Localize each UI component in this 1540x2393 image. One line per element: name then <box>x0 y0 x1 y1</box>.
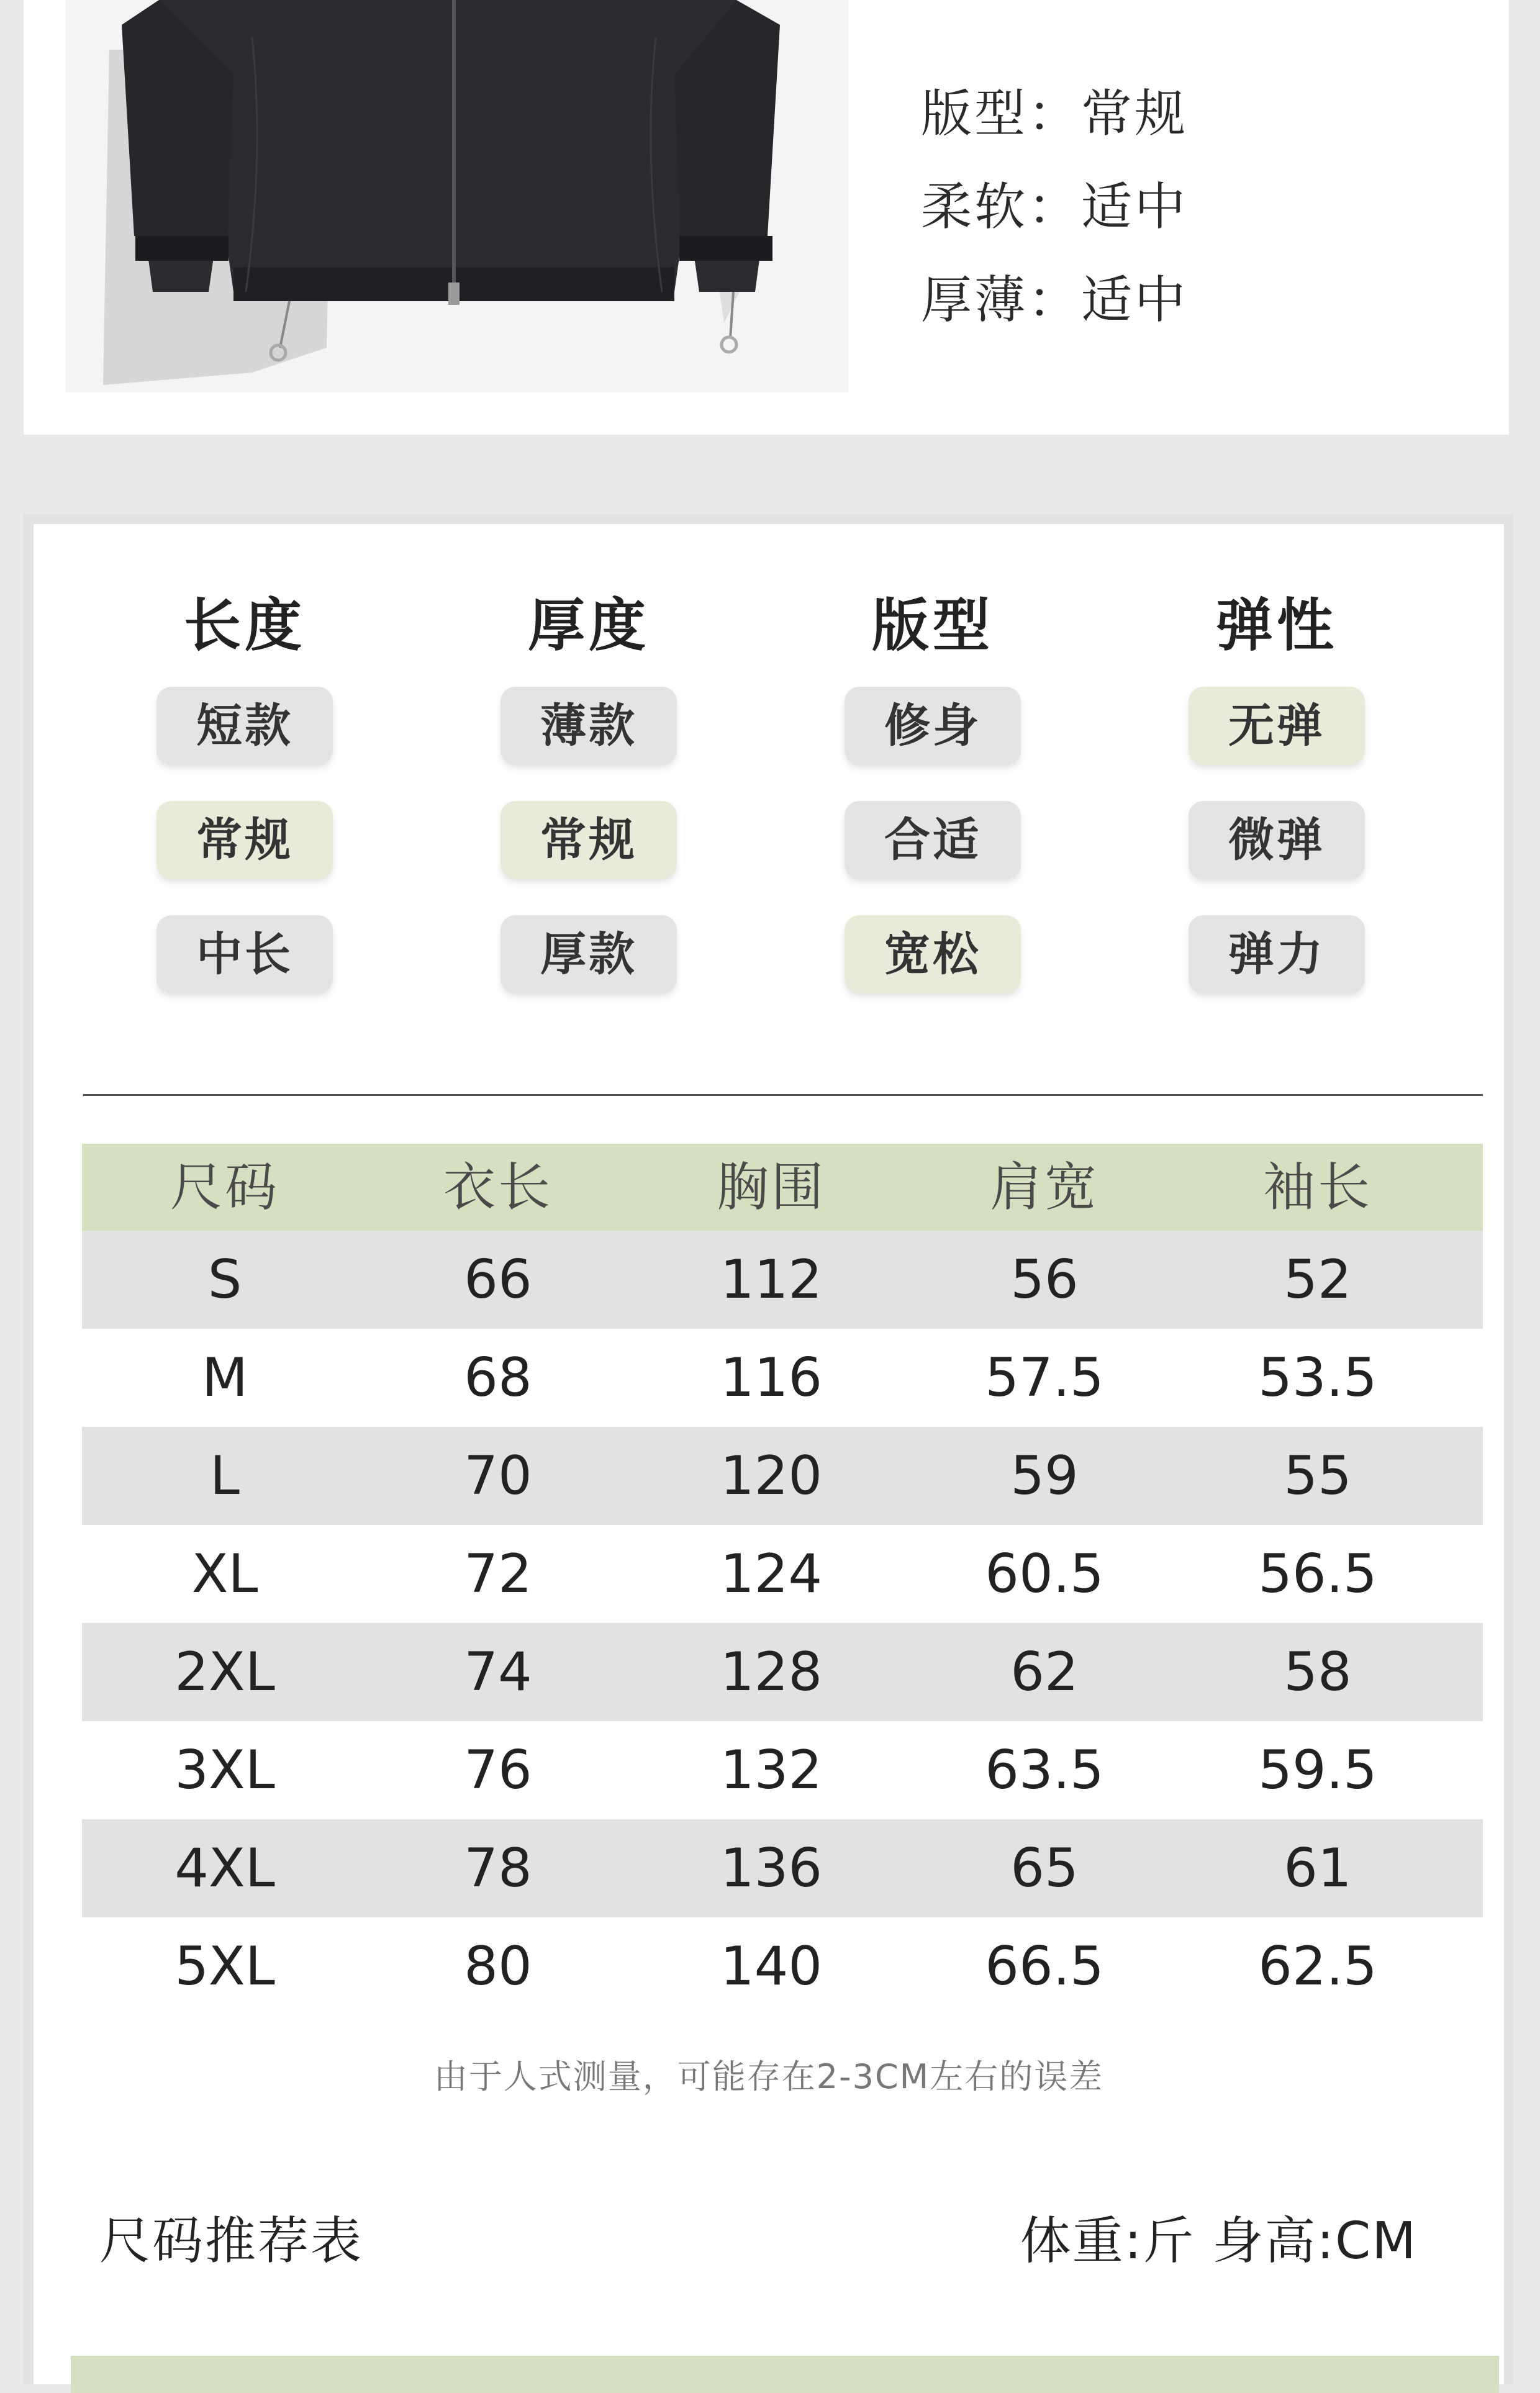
table-cell: 2XL <box>174 1641 275 1703</box>
pill-option-selected: 宽松 <box>845 915 1021 993</box>
table-cell: XL <box>191 1543 258 1605</box>
table-row <box>82 1819 1483 1917</box>
recommendation-title: 尺码推荐表 <box>99 2212 364 2271</box>
attr-thickness-label: 厚薄： <box>921 271 1082 330</box>
attr-fit-label: 版型： <box>921 84 1082 143</box>
pill-option-selected: 常规 <box>500 801 677 879</box>
table-cell: 62.5 <box>1258 1935 1377 1997</box>
feature-title: 版型 <box>871 592 994 659</box>
table-row <box>82 1917 1483 2015</box>
pill-option: 合适 <box>845 801 1021 879</box>
table-cell: 59 <box>1010 1445 1079 1507</box>
table-cell: M <box>201 1347 248 1409</box>
table-cell: 78 <box>464 1837 532 1899</box>
table-cell: 61 <box>1284 1837 1352 1899</box>
recommendation-units: 体重:斤 身高:CM <box>1020 2212 1417 2271</box>
measurement-note: 由于人式测量，可能存在2-3CM左右的误差 <box>433 2057 1104 2096</box>
header-cell: 肩宽 <box>989 1157 1099 1218</box>
pill-option: 薄款 <box>500 687 677 765</box>
table-cell: 56 <box>1010 1249 1079 1311</box>
table-cell: 76 <box>464 1739 532 1801</box>
table-cell: 4XL <box>174 1837 275 1899</box>
pill-option: 弹力 <box>1189 915 1365 993</box>
jacket-photo <box>66 0 848 392</box>
table-cell: 53.5 <box>1258 1347 1377 1409</box>
feature-title: 长度 <box>183 592 306 659</box>
header-cell: 尺码 <box>170 1157 279 1218</box>
table-cell: 132 <box>720 1739 823 1801</box>
table-cell: 128 <box>720 1641 823 1703</box>
header-cell: 袖长 <box>1262 1157 1372 1218</box>
table-cell: 5XL <box>174 1935 275 1997</box>
table-cell: 59.5 <box>1258 1739 1377 1801</box>
section-divider <box>83 1094 1483 1096</box>
header-cell: 衣长 <box>443 1157 553 1218</box>
feature-title: 厚度 <box>527 592 650 659</box>
table-cell: S <box>207 1249 242 1311</box>
pill-option-selected: 常规 <box>156 801 333 879</box>
size-table <box>82 1144 1483 2015</box>
table-row <box>82 1329 1483 1427</box>
table-cell: 136 <box>720 1837 823 1899</box>
header-cell: 胸围 <box>716 1157 826 1218</box>
attr-thickness-value: 适中 <box>1081 271 1189 330</box>
table-cell: 74 <box>464 1641 532 1703</box>
table-row <box>82 1427 1483 1525</box>
table-cell: 120 <box>720 1445 823 1507</box>
attr-thickness <box>921 260 1188 332</box>
table-cell: 80 <box>464 1935 532 1997</box>
table-row <box>82 1721 1483 1819</box>
table-cell: 3XL <box>174 1739 275 1801</box>
table-cell: 68 <box>464 1347 532 1409</box>
attr-softness-label: 柔软： <box>921 178 1082 237</box>
table-cell: 66.5 <box>985 1935 1104 1997</box>
pill-option: 微弹 <box>1189 801 1365 879</box>
table-cell: 72 <box>464 1543 532 1605</box>
table-cell: 52 <box>1284 1249 1352 1311</box>
table-cell: 116 <box>720 1347 823 1409</box>
table-row <box>82 1623 1483 1721</box>
pill-option: 中长 <box>156 915 333 993</box>
table-row <box>82 1525 1483 1623</box>
attr-softness-value: 适中 <box>1081 178 1189 237</box>
pill-option: 修身 <box>845 687 1021 765</box>
table-cell: 58 <box>1284 1641 1352 1703</box>
attr-fit <box>921 73 1188 146</box>
attr-softness <box>921 166 1188 239</box>
size-info-card <box>24 514 1514 2384</box>
pill-option: 短款 <box>156 687 333 765</box>
attr-fit-value: 常规 <box>1081 84 1189 143</box>
table-cell: 140 <box>720 1935 823 1997</box>
table-cell: 124 <box>720 1543 823 1605</box>
recommendation-header-bar <box>71 2356 1499 2393</box>
product-card <box>24 0 1509 435</box>
table-cell: 112 <box>720 1249 823 1311</box>
table-cell: 57.5 <box>985 1347 1104 1409</box>
table-cell: 60.5 <box>985 1543 1104 1605</box>
table-row <box>82 1231 1483 1329</box>
table-cell: 63.5 <box>985 1739 1104 1801</box>
table-cell: 66 <box>464 1249 532 1311</box>
pill-option-selected: 无弹 <box>1189 687 1365 765</box>
table-cell: 65 <box>1010 1837 1079 1899</box>
table-cell: 55 <box>1284 1445 1352 1507</box>
table-cell: 56.5 <box>1258 1543 1377 1605</box>
pill-option: 厚款 <box>500 915 677 993</box>
table-cell: L <box>210 1445 240 1507</box>
table-cell: 62 <box>1010 1641 1079 1703</box>
table-header-row <box>82 1144 1483 1231</box>
table-cell: 70 <box>464 1445 532 1507</box>
feature-title: 弹性 <box>1215 592 1338 659</box>
